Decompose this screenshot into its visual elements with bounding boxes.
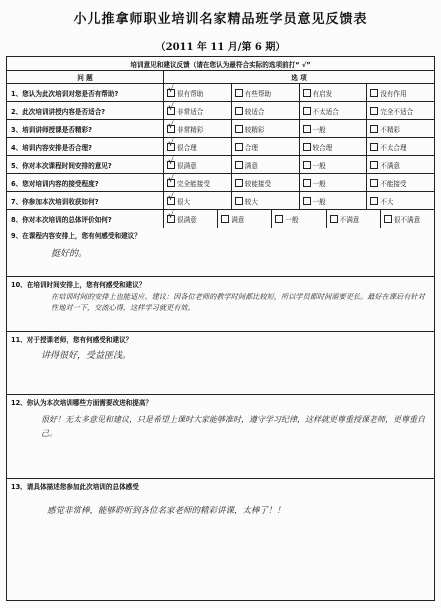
question-row-6	[7, 174, 434, 192]
checked-checkbox[interactable]	[167, 197, 175, 205]
option-cell[interactable]	[164, 84, 232, 101]
option-cell[interactable]	[381, 210, 434, 228]
checkbox[interactable]	[275, 215, 283, 223]
checked-checkbox[interactable]	[167, 107, 175, 115]
checkbox[interactable]	[235, 89, 243, 97]
checkbox[interactable]	[370, 197, 378, 205]
checkbox[interactable]	[384, 215, 392, 223]
checkbox[interactable]	[303, 125, 311, 133]
option-cell[interactable]	[164, 156, 232, 173]
checked-checkbox[interactable]	[167, 125, 175, 133]
checkbox[interactable]	[303, 143, 311, 151]
option-label: 很合理	[177, 143, 197, 152]
option-cell[interactable]	[232, 156, 300, 173]
question-row-3	[7, 120, 434, 138]
section-q13[interactable]	[7, 479, 434, 600]
option-label: 很不满意	[393, 216, 421, 224]
option-label: 一般	[285, 216, 299, 224]
section-q10[interactable]	[7, 277, 434, 332]
question-label: 4、培训内容安排是否合理?	[7, 138, 164, 155]
option-label: 不大	[380, 197, 394, 206]
option-cell[interactable]	[300, 120, 368, 137]
form-subtitle: （2011 年 11 月/第 6 期）	[155, 42, 286, 53]
section-q12[interactable]	[7, 395, 434, 479]
section-q9-answer: 挺好的。	[51, 249, 88, 259]
checkbox[interactable]	[235, 143, 243, 151]
option-label: 有些帮助	[244, 89, 272, 98]
section-q11[interactable]	[7, 332, 434, 395]
option-group	[164, 156, 434, 173]
option-cell[interactable]	[232, 174, 300, 191]
option-cell[interactable]	[300, 84, 368, 101]
checked-checkbox[interactable]	[167, 143, 175, 151]
section-q12-label: 12、你认为本次培训哪些方面需要改进和提高？	[11, 399, 153, 407]
option-cell[interactable]	[327, 210, 381, 228]
section-q10-answer: 在培训时间的安排上也能适应。建议：因各位老师的教学时间都比较短，所以学员都时间需要更长。最好在课后有针对性地对一下，交流心得，这样学习就更有效。	[51, 292, 425, 312]
checked-checkbox[interactable]	[167, 215, 175, 223]
option-group	[164, 120, 434, 137]
question-label: 5、你对本次课程时间安排的意见?	[7, 156, 164, 173]
option-group	[164, 138, 434, 155]
option-label: 满意	[244, 161, 258, 170]
option-label: 较能接受	[244, 179, 272, 188]
option-cell[interactable]	[272, 210, 326, 228]
option-label: 很满意	[177, 216, 197, 224]
option-label: 较合理	[312, 143, 333, 152]
option-label: 较适合	[244, 107, 265, 116]
option-label: 完全不适合	[380, 107, 414, 116]
option-cell[interactable]	[232, 192, 300, 209]
option-label: 非常精彩	[177, 125, 204, 134]
checkbox[interactable]	[303, 107, 311, 115]
option-cell[interactable]	[367, 102, 434, 119]
instruction-row	[7, 57, 434, 71]
option-group	[164, 102, 434, 119]
option-cell[interactable]	[232, 84, 300, 101]
option-label: 一般	[312, 125, 326, 134]
option-label: 没有作用	[380, 89, 407, 98]
option-label: 完全能接受	[177, 179, 210, 188]
checkbox[interactable]	[235, 107, 243, 115]
option-label: 很有帮助	[177, 89, 204, 98]
option-cell[interactable]	[164, 192, 232, 209]
section-q11-label: 11、对于授课老师，您有何感受和建议？	[11, 336, 133, 344]
question-column-header: 问 题	[7, 71, 164, 83]
checked-checkbox[interactable]	[167, 89, 175, 97]
option-label: 不太合理	[380, 143, 407, 152]
question-row-8	[7, 210, 434, 228]
option-cell[interactable]	[232, 120, 300, 137]
checkbox[interactable]	[235, 125, 243, 133]
option-label: 一般	[312, 161, 326, 170]
option-cell[interactable]	[164, 120, 232, 137]
checkbox[interactable]	[370, 125, 378, 133]
option-cell[interactable]	[164, 138, 232, 155]
option-cell[interactable]	[367, 192, 434, 209]
checkbox[interactable]	[370, 89, 378, 97]
column-header-row	[7, 71, 434, 84]
section-q13-label: 13、请具体描述您参加此次培训的总体感受	[11, 483, 139, 491]
option-label: 很大	[177, 197, 191, 206]
option-cell[interactable]	[300, 102, 368, 119]
section-q10-label: 10、在培训时间安排上，您有何感受和建议？	[11, 281, 146, 289]
option-label: 一般	[312, 197, 326, 206]
checkbox[interactable]	[235, 197, 243, 205]
options-column-header: 选 项	[291, 74, 307, 82]
question-row-1	[7, 84, 434, 102]
option-label: 很满意	[177, 161, 197, 170]
option-cell[interactable]	[232, 138, 300, 155]
checkbox[interactable]	[303, 179, 311, 187]
option-cell[interactable]	[300, 174, 368, 191]
checkbox[interactable]	[370, 179, 378, 187]
form-title: 小儿推拿师职业培训名家精品班学员意见反馈表	[73, 12, 368, 27]
question-label: 8、你对本次培训的总体评价如何?	[7, 210, 164, 228]
checkbox[interactable]	[235, 179, 243, 187]
option-cell[interactable]	[300, 156, 368, 173]
instruction-text: 培训意见和建议反馈（请在您认为最符合实际的选项前打“ √”	[130, 60, 311, 69]
section-q12-answer: 很好！无太多意见和建议，只是希望上课时大家能够准时，遵守学习纪律，这样就更尊重授课老师，更尊重自己。	[41, 415, 425, 438]
option-group	[164, 174, 434, 191]
question-label: 1、您认为此次培训对您是否有帮助?	[7, 84, 164, 101]
checkbox[interactable]	[303, 89, 311, 97]
checked-checkbox[interactable]	[167, 179, 175, 187]
option-group	[164, 192, 434, 209]
option-group	[164, 210, 434, 228]
question-label: 3、培训讲师授课是否精彩?	[7, 120, 164, 137]
question-row-7	[7, 192, 434, 210]
checkbox[interactable]	[303, 161, 311, 169]
section-q9[interactable]	[7, 228, 434, 277]
checkbox[interactable]	[235, 161, 243, 169]
question-label: 7、你参加本次培训收获如何?	[7, 192, 164, 209]
question-label: 2、此次培训讲授内容是否适合?	[7, 102, 164, 119]
option-label: 有启发	[312, 89, 333, 98]
option-label: 不太适合	[312, 107, 339, 116]
option-cell[interactable]	[300, 192, 368, 209]
option-label: 较大	[244, 197, 258, 206]
checkbox[interactable]	[370, 161, 378, 169]
section-q9-label: 9、在课程内容安排上，您有何感受和建议？	[11, 232, 141, 240]
option-label: 不精彩	[380, 125, 401, 134]
checkbox[interactable]	[303, 197, 311, 205]
section-q13-answer: 感觉非常棒，能够聆听到各位名家老师的精彩讲课，太棒了！！	[47, 506, 286, 516]
question-label: 6、您对培训内容的接受程度?	[7, 174, 164, 191]
option-cell[interactable]	[164, 102, 232, 119]
option-label: 合理	[244, 143, 258, 152]
option-label: 不满意	[380, 161, 401, 170]
option-cell[interactable]	[164, 210, 218, 228]
option-label: 较精彩	[244, 125, 265, 134]
option-label: 非常适合	[177, 107, 204, 116]
feedback-table	[6, 56, 435, 601]
checkbox[interactable]	[370, 107, 378, 115]
checkbox[interactable]	[330, 215, 338, 223]
checked-checkbox[interactable]	[167, 161, 175, 169]
option-label: 不能接受	[380, 179, 407, 188]
option-cell[interactable]	[218, 210, 272, 228]
option-cell[interactable]	[367, 84, 434, 101]
section-q11-answer: 讲得很好，受益匪浅。	[41, 351, 132, 361]
option-cell[interactable]	[367, 120, 434, 137]
option-cell[interactable]	[367, 174, 434, 191]
question-row-2	[7, 102, 434, 120]
question-row-4	[7, 138, 434, 156]
option-cell[interactable]	[367, 138, 434, 155]
option-cell[interactable]	[164, 174, 232, 191]
question-row-5	[7, 156, 434, 174]
checkbox[interactable]	[370, 143, 378, 151]
option-cell[interactable]	[300, 138, 368, 155]
option-group	[164, 84, 434, 101]
checkbox[interactable]	[221, 215, 229, 223]
option-label: 满意	[231, 216, 245, 224]
option-label: 不满意	[339, 216, 360, 224]
option-cell[interactable]	[232, 102, 300, 119]
option-cell[interactable]	[367, 156, 434, 173]
option-label: 一般	[312, 179, 326, 188]
